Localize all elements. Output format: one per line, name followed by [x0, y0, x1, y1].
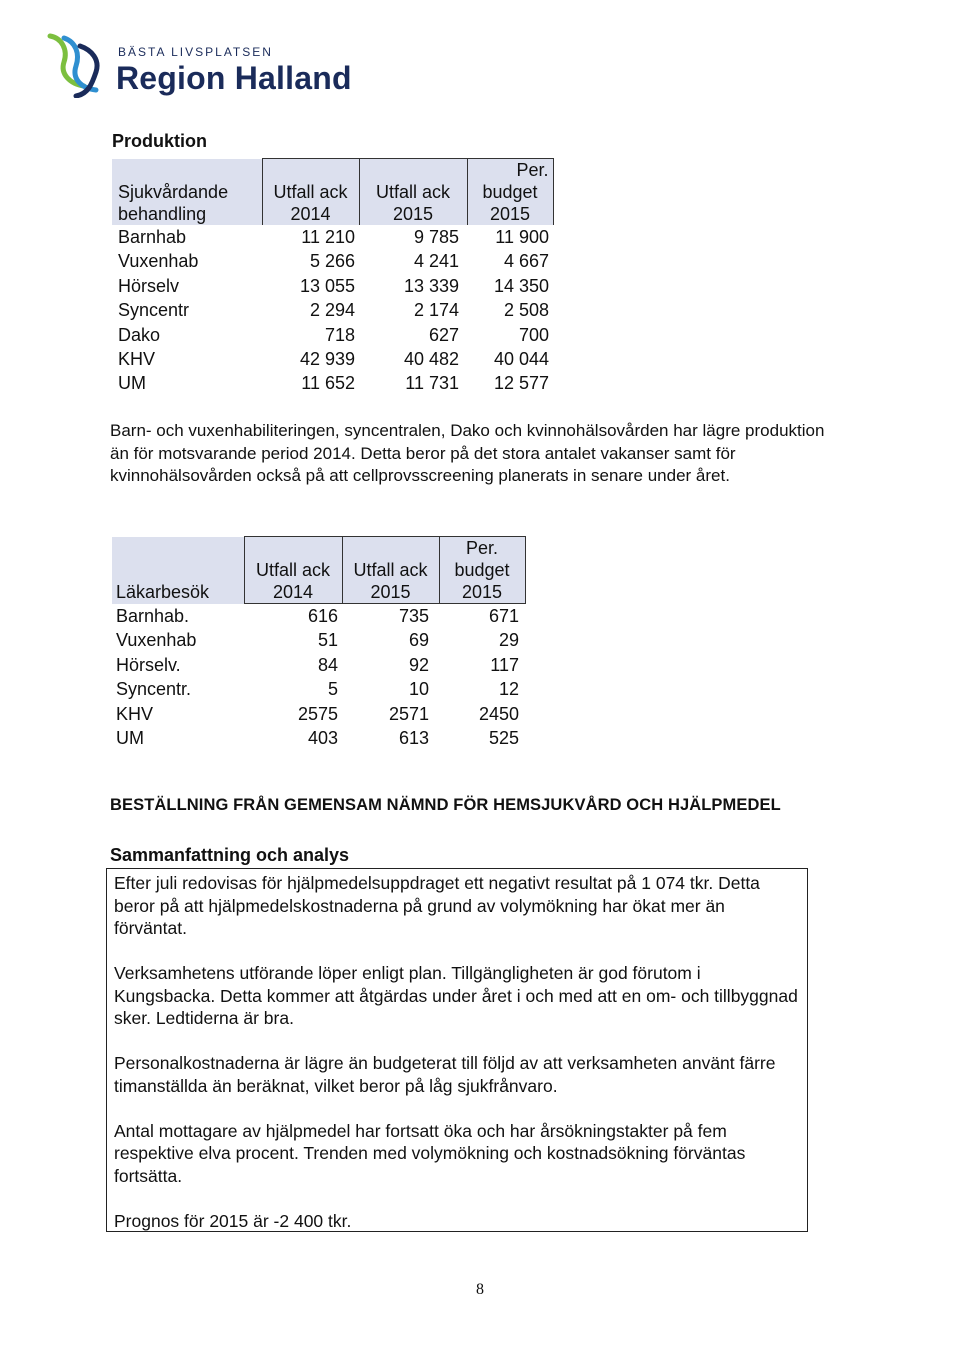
table2-row-label: Barnhab.	[116, 605, 190, 626]
table2-header-2015-a: Utfall ack	[353, 560, 428, 580]
table2-cell: 403	[307, 728, 338, 749]
table1-cell: 13 339	[403, 275, 459, 296]
page-number: 8	[476, 1281, 484, 1298]
table2-row	[112, 726, 525, 750]
doctor-visits-table	[112, 536, 526, 750]
table1-cell: 2 294	[309, 300, 355, 321]
table1-row-label: KHV	[118, 349, 156, 370]
table1-cell: 9 785	[413, 227, 459, 247]
table2-cell: 2571	[388, 703, 429, 724]
table2-cell: 5	[327, 679, 338, 700]
table2-cell: 616	[307, 606, 338, 626]
table2-cell: 84	[317, 654, 338, 675]
table2-row	[112, 702, 525, 726]
table2-cell: 51	[317, 630, 338, 651]
table1-header-2015-b: 2015	[392, 204, 434, 224]
table1-row	[112, 347, 553, 371]
table1-row	[112, 323, 553, 347]
table2-cell: 2450	[478, 703, 519, 724]
table2-row	[112, 677, 525, 701]
table2-header-2014-b: 2014	[272, 582, 314, 602]
table1-header-2015-a: Utfall ack	[375, 182, 451, 202]
table2-cell: 671	[488, 606, 519, 626]
table1-cell: 40 044	[493, 349, 549, 370]
table1-header-budget-year: 2015	[489, 204, 531, 224]
table2-cell: 117	[490, 654, 519, 675]
production-paragraph: Barn- och vuxenhabiliteringen, syncentralen, Dako och kvinnohälsovården har lägre produktion än för motsvarande period 2014. Detta beror på det stora antalet vakanser samt för kvinnohälsovården också på att cellprovsscreening planerats in senare under året.	[110, 421, 825, 485]
table2-cell: 525	[488, 728, 519, 749]
table1-cell: 2 174	[413, 300, 459, 321]
table1-cell: 11 652	[301, 373, 355, 394]
table2-header-2014-a: Utfall ack	[255, 560, 331, 580]
table1-header-label-2: behandling	[118, 204, 207, 224]
table1-row-label: Hörselv	[118, 275, 180, 296]
table2-row-label: Vuxenhab	[116, 630, 197, 651]
table1-row	[112, 225, 553, 249]
summary-box	[106, 868, 808, 1232]
order-heading: BESTÄLLNING FRÅN GEMENSAM NÄMND FÖR HEMSJUKVÅRD OCH HJÄLPMEDEL	[110, 796, 781, 814]
table1-header-budget: budget	[482, 182, 538, 202]
table1-cell: 4 667	[503, 251, 549, 272]
table1-cell: 5 266	[309, 251, 355, 272]
table2-row-label: Hörselv.	[116, 654, 181, 675]
table1-cell: 14 350	[493, 275, 549, 296]
table1-cell: 13 055	[299, 275, 355, 296]
table2-cell: 735	[398, 606, 429, 626]
table1-row	[112, 249, 553, 273]
table2-cell: 29	[498, 630, 519, 651]
production-heading: Produktion	[112, 131, 207, 151]
table1-cell: 700	[518, 324, 549, 345]
table1-row	[112, 298, 553, 322]
organization-name: Region Halland	[116, 60, 352, 96]
table1-cell: 4 241	[413, 251, 459, 272]
table2-cell: 92	[408, 654, 429, 675]
table1-header-2014-a: Utfall ack	[273, 182, 348, 202]
table2-row	[112, 628, 525, 652]
table1-cell: 2 508	[503, 300, 549, 321]
table1-cell: 11 731	[405, 373, 459, 394]
table1-header-2014-b: 2014	[290, 204, 331, 224]
table1-cell: 42 939	[299, 349, 355, 370]
summary-paragraph: Verksamhetens utförande löper enligt plan. Tillgängligheten är god förutom i Kungsbacka. Detta kommer att åtgärdas under året i och med att en om- och tillbyggnad sker. Ledtiderna är bra.	[114, 963, 798, 1028]
table2-row-label: Syncentr.	[116, 679, 192, 700]
table2-cell: 69	[408, 630, 429, 651]
summary-paragraph: Antal mottagare av hjälpmedel har fortsatt öka och har årsökningstakter på fem respektive elva procent. Trenden med volymökning och kostnadsökning förväntas fortsätta.	[114, 1120, 746, 1186]
table2-cell: 10	[408, 679, 429, 700]
table1-cell: 40 482	[403, 349, 459, 370]
table2-row	[112, 604, 525, 629]
table1-header-label-1: Sjukvårdande	[118, 182, 229, 202]
table1-row-label: Barnhab	[118, 227, 187, 247]
table2-header-budget: budget	[454, 560, 510, 580]
table1-row-label: Syncentr	[118, 300, 190, 321]
summary-paragraph: Prognos för 2015 är -2 400 tkr.	[114, 1210, 352, 1231]
table2-row-label: KHV	[116, 703, 154, 724]
tagline: BÄSTA LIVSPLATSEN	[118, 45, 273, 59]
table1-cell: 627	[428, 324, 459, 345]
table1-cell: 12 577	[493, 373, 549, 394]
table2-header-budget-year: 2015	[461, 582, 503, 602]
table2-header-2015-b: 2015	[370, 582, 411, 602]
table2-row	[112, 653, 525, 677]
table2-cell: 2575	[297, 703, 338, 724]
table1-row	[112, 371, 553, 395]
table1-cell: 11 900	[495, 227, 549, 247]
table2-cell: 613	[398, 728, 429, 749]
summary-paragraph: Personalkostnaderna är lägre än budgeterat till följd av att verksamheten använt färre timanställda än beräknat, vilket beror på låg sjukfrånvaro.	[114, 1053, 776, 1096]
table2-header-label: Läkarbesök	[116, 582, 210, 603]
region-halland-logo-icon	[40, 28, 112, 98]
table1-row-label: Dako	[118, 324, 161, 345]
table2-header-per: Per.	[465, 538, 499, 558]
production-table	[112, 158, 554, 396]
table1-row-label: Vuxenhab	[118, 251, 199, 272]
table1-cell: 11 210	[301, 227, 355, 247]
table1-row	[112, 274, 553, 298]
summary-paragraph: Efter juli redovisas för hjälpmedelsuppdraget ett negativt resultat på 1 074 tkr. Detta beror på att hjälpmedelskostnaderna på grund av volymökning har ökat mer än förväntat.	[114, 873, 760, 938]
table2-cell: 12	[498, 679, 519, 700]
table1-header-per: Per.	[516, 160, 549, 180]
table1-row-label: UM	[118, 373, 146, 394]
table2-row-label: UM	[116, 728, 144, 749]
summary-heading: Sammanfattning och analys	[110, 845, 350, 865]
table1-cell: 718	[324, 324, 355, 345]
